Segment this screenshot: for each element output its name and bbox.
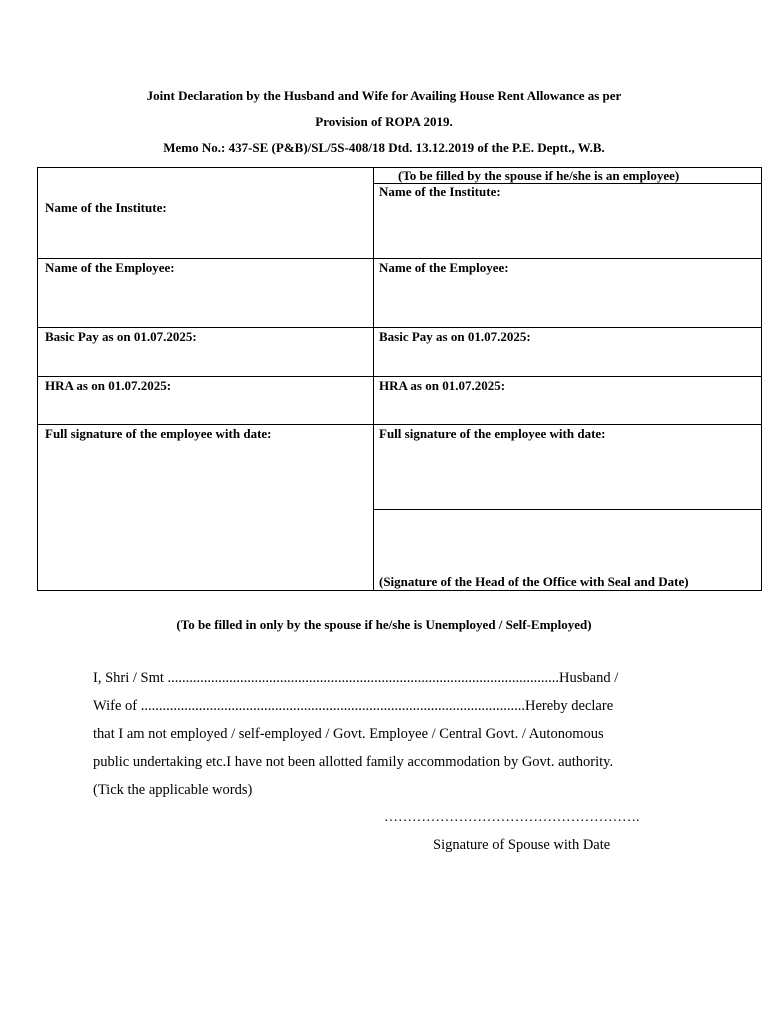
label-employee-left: Name of the Employee: (45, 260, 175, 275)
spouse-header: (To be filled by the spouse if he/she is an employee) (398, 168, 680, 183)
cell-employee-left (37, 258, 374, 328)
label-signature-left: Full signature of the employee with date: (45, 426, 272, 441)
cell-head-office-signature (373, 509, 762, 591)
cell-basic-pay-left (37, 327, 374, 377)
label-basic-pay-left: Basic Pay as on 01.07.2025: (45, 329, 197, 344)
memo-reference: Memo No.: 437-SE (P&B)/SL/5S-408/18 Dtd. 13.12.2019 of the P.E. Deptt., W.B. (163, 140, 605, 155)
unemployed-section-heading: (To be filled in only by the spouse if he/she is Unemployed / Self-Employed) (176, 617, 592, 632)
label-hra-left: HRA as on 01.07.2025: (45, 378, 172, 393)
label-hra-right: HRA as on 01.07.2025: (379, 378, 506, 393)
spouse-header-cell (373, 167, 762, 184)
form-title-line-2: Provision of ROPA 2019. (315, 114, 453, 129)
label-head-office-signature: (Signature of the Head of the Office with Seal and Date) (379, 574, 689, 589)
label-employee-right: Name of the Employee: (379, 260, 509, 275)
declaration-line-1: I, Shri / Smt ............................................................................................................Husband / (93, 670, 619, 686)
label-signature-right: Full signature of the employee with date: (379, 426, 606, 441)
label-basic-pay-right: Basic Pay as on 01.07.2025: (379, 329, 531, 344)
cell-signature-left (37, 424, 374, 591)
cell-hra-right (373, 376, 762, 425)
declaration-line-3: that I am not employed / self-employed / Govt. Employee / Central Govt. / Autonomous (93, 726, 604, 742)
declaration-line-2: Wife of ..........................................................................................................Hereby declare (93, 698, 614, 714)
cell-signature-right (373, 424, 762, 510)
label-institute-left: Name of the Institute: (45, 200, 167, 215)
cell-basic-pay-right (373, 327, 762, 377)
spouse-signature-label: Signature of Spouse with Date (433, 837, 611, 853)
cell-hra-left (37, 376, 374, 425)
form-title-line-1: Joint Declaration by the Husband and Wife for Availing House Rent Allowance as per (146, 88, 622, 103)
declaration-line-5: (Tick the applicable words) (93, 782, 253, 798)
declaration-line-4: public undertaking etc.I have not been allotted family accommodation by Govt. authority. (93, 754, 614, 770)
cell-employee-right (373, 258, 762, 328)
cell-institute-right (373, 183, 762, 259)
spouse-signature-line: ………………………………………………. (384, 810, 640, 825)
cell-institute-left (37, 167, 374, 259)
label-institute-right: Name of the Institute: (379, 184, 501, 199)
